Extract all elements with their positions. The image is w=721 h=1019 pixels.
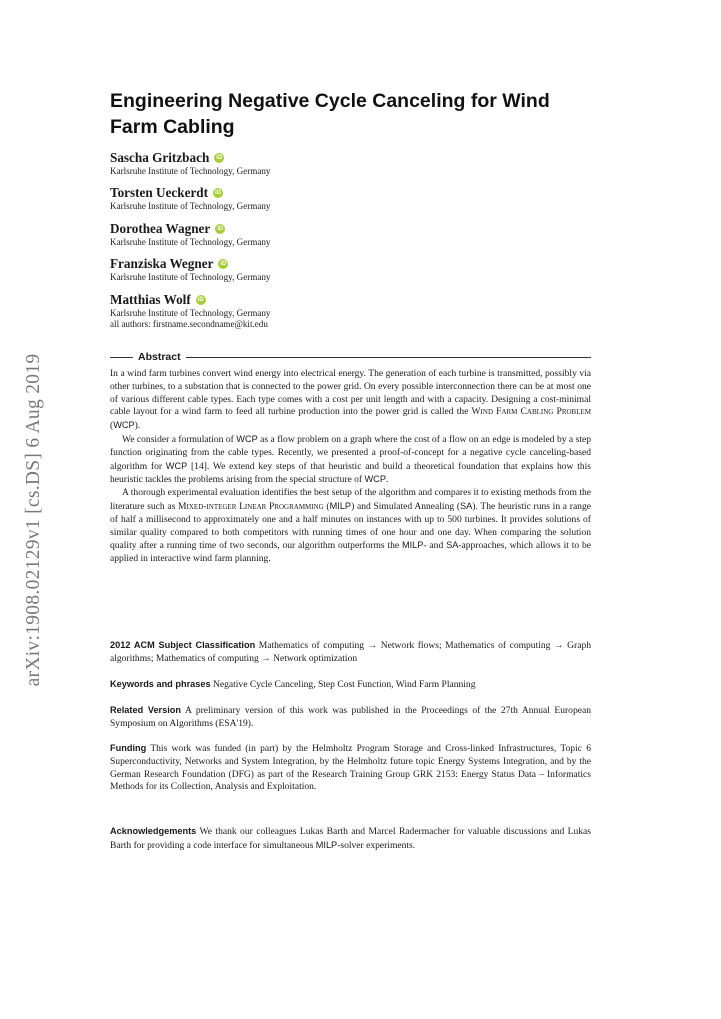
text: A thorough experimental evaluation identifies the best setup of the algorithm and compares it to existing methods from the literature such as: [110, 487, 591, 512]
acm-classification: [110, 639, 591, 666]
field-text: Mathematics of computing → Network flows; Mathematics of computing → Graph algorithms; Mathematics of computing → Network optimization: [110, 640, 591, 664]
field-label: 2012 ACM Subject Classification: [110, 640, 256, 650]
author-name: Dorothea Wagner: [110, 221, 211, 236]
field-text: A preliminary version of this work was published in the Proceedings of the 27th Annual European Symposium on Algorithms (ESA'19).: [110, 705, 591, 729]
abstract-paragraph: [110, 487, 591, 566]
field-text: Negative Cycle Canceling, Step Cost Function, Wind Farm Planning: [212, 679, 476, 690]
text: ).: [134, 420, 141, 432]
author-block: [110, 256, 590, 283]
author-name: Torsten Ueckerdt: [110, 185, 209, 200]
acronym: MILP: [401, 540, 424, 551]
text: (: [110, 420, 114, 432]
author-block: [110, 292, 590, 330]
author-affiliation: Karlsruhe Institute of Technology, Germany: [110, 272, 271, 282]
author-block: [110, 150, 590, 177]
field-label: Acknowledgements: [110, 826, 197, 836]
text: We consider a formulation of: [122, 433, 237, 445]
method-name: Mixed-integer Linear Programming: [178, 500, 324, 512]
author-name: Sascha Gritzbach: [110, 150, 210, 165]
field-text: -solver experiments.: [337, 839, 416, 851]
field-text: We thank our colleagues Lukas Barth and Marcel Radermacher for valuable discussions and Lukas Barth for providing a code interface for simultaneous: [110, 826, 591, 851]
field-label: Keywords and phrases: [110, 679, 211, 689]
orcid-icon[interactable]: iD: [197, 297, 204, 303]
funding: [110, 742, 591, 794]
field-label: Funding: [110, 743, 147, 753]
field-label: Related Version: [110, 705, 182, 715]
author-name: Matthias Wolf: [110, 292, 191, 307]
author-affiliation: Karlsruhe Institute of Technology, Germany: [110, 166, 271, 176]
arxiv-identifier: arXiv:1908.02129v1 [cs.DS] 6 Aug 2019: [23, 353, 44, 687]
text: as a flow problem on a graph where the cost of a flow on an edge is modeled by a step function originating from the cable types. Recently, we presented a proof-of-concept for a negative cycle canceling-based algorithm for: [110, 433, 591, 472]
author-block: [110, 221, 590, 248]
acronym: SA: [460, 500, 473, 511]
text: ). The heuristic runs in a range of half a millisecond to approximately one and a half minutes on instances with up to 500 turbines. It provides solutions of similar quality compared to both competitors with running times of one hour and one day. When comparing the solution quality after a running time of two seconds, our algorithm outperforms the: [110, 500, 591, 552]
acknowledgements: [110, 825, 591, 853]
heading-rule: [186, 357, 591, 358]
acronym: WCP: [165, 460, 188, 471]
acronym: WCP: [113, 420, 135, 431]
text: .: [385, 474, 389, 486]
problem-name: Wind Farm Cabling Problem: [471, 406, 591, 418]
orcid-icon[interactable]: iD: [217, 226, 224, 232]
keywords: [110, 678, 591, 692]
text: -approaches, which allows it to be applied in interactive wind farm planning.: [110, 540, 591, 565]
author-affiliation: Karlsruhe Institute of Technology, Germany: [110, 237, 271, 247]
text: - and: [423, 540, 447, 552]
author-affiliation: Karlsruhe Institute of Technology, Germany: [110, 201, 271, 211]
text: (: [323, 500, 330, 512]
text: [14]. We extend key steps of that heuristic and build a theoretical foundation that explains how this heuristic tackles the problems arising from the special structure of: [110, 460, 591, 486]
author-affiliation: Karlsruhe Institute of Technology, Germany: [110, 308, 271, 318]
orcid-icon[interactable]: iD: [220, 261, 227, 267]
field-text: This work was funded (in part) by the Helmholtz Program Storage and Cross-linked Infrastructures, Topic 6 Superconductivity, Networks and System Integration, by the Helmholtz future topic Energy Systems Integration, and by the German Research Foundation (DFG) as part of the Research Training Group GRK 2153: Energy Status Data – Informatics Methods for its Collection, Analysis and Exploitation.: [110, 743, 591, 793]
abstract-paragraph: [110, 433, 591, 487]
acronym: SA: [446, 540, 459, 551]
abstract-body: [110, 368, 591, 566]
author-name: Franziska Wegner: [110, 256, 214, 271]
abstract-paragraph: [110, 368, 591, 433]
paper-title: Engineering Negative Cycle Canceling for Wind Farm Cabling: [110, 90, 550, 138]
abstract-heading: [110, 350, 591, 364]
heading-rule: [110, 357, 133, 358]
acronym: MILP: [315, 839, 338, 850]
acronym: WCP: [364, 474, 386, 485]
related-version: [110, 704, 591, 731]
acronym: WCP: [236, 433, 258, 444]
arxiv-sidebar: [14, 330, 54, 710]
abstract-label: Abstract: [138, 351, 181, 363]
orcid-icon[interactable]: iD: [215, 190, 222, 196]
text: In a wind farm turbines convert wind energy into electrical energy. The generation of each turbine is transmitted, possibly via other turbines, to a substation that is connected to the power grid. On every possible interconnection there can be at most one of various different cable types. Each type comes with a cost per unit length and with a capacity. Designing a cost-minimal cable layout for a wind farm to feed all turbine production into the power grid is called the: [110, 368, 591, 418]
orcid-icon[interactable]: iD: [216, 155, 223, 161]
author-contact-email: all authors: firstname.secondname@kit.edu: [110, 319, 268, 329]
acronym: MILP: [329, 500, 352, 511]
author-block: [110, 185, 590, 212]
text: ) and Simulated Annealing (: [351, 500, 461, 512]
